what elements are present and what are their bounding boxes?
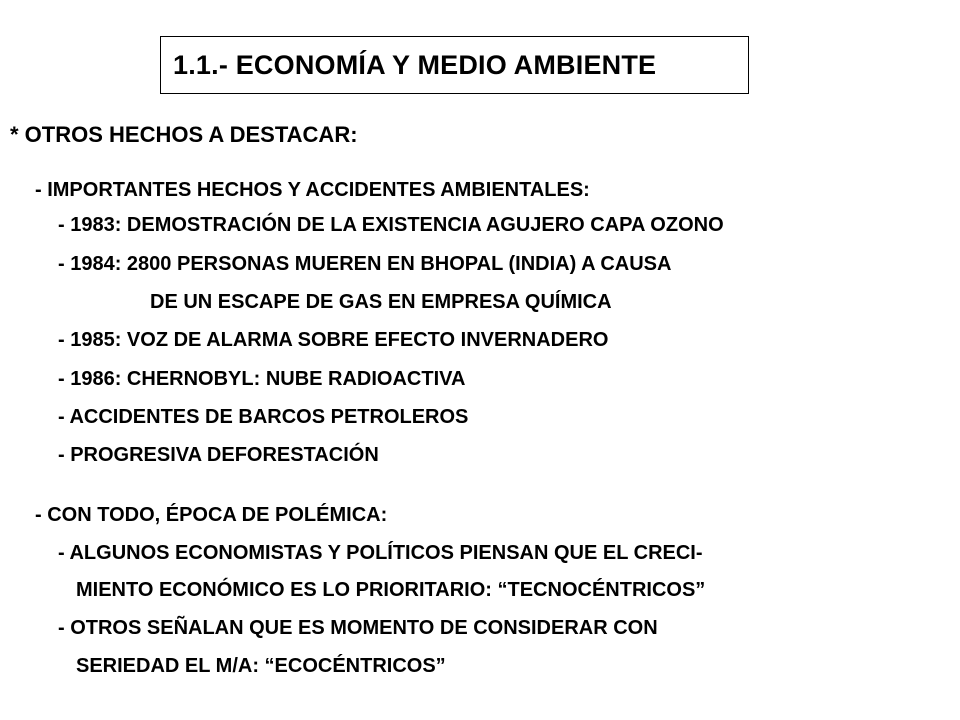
event-item-1986: - 1986: CHERNOBYL: NUBE RADIOACTIVA [58,368,466,390]
event-item-1984-continuation: DE UN ESCAPE DE GAS EN EMPRESA QUÍMICA [150,291,612,313]
debate-item-technocentric: - ALGUNOS ECONOMISTAS Y POLÍTICOS PIENSAN QUE EL CRECI- [58,542,703,564]
event-item-deforestation: - PROGRESIVA DEFORESTACIÓN [58,444,379,466]
debate-item-ecocentric: - OTROS SEÑALAN QUE ES MOMENTO DE CONSIDERAR CON [58,617,658,639]
event-item-1983: - 1983: DEMOSTRACIÓN DE LA EXISTENCIA AGUJERO CAPA OZONO [58,214,724,236]
group2-heading: - CON TODO, ÉPOCA DE POLÉMICA: [35,504,388,526]
debate-item-ecocentric-continuation: SERIEDAD EL M/A: “ECOCÉNTRICOS” [76,655,446,677]
event-item-1984: - 1984: 2800 PERSONAS MUEREN EN BHOPAL (INDIA) A CAUSA [58,253,672,275]
event-item-1985: - 1985: VOZ DE ALARMA SOBRE EFECTO INVERNADERO [58,329,609,351]
event-item-oil-tankers: - ACCIDENTES DE BARCOS PETROLEROS [58,406,469,428]
page-title: 1.1.- ECONOMÍA Y MEDIO AMBIENTE [173,50,657,80]
section-heading: * OTROS HECHOS A DESTACAR: [10,122,358,147]
title-box [160,36,749,94]
debate-item-technocentric-continuation: MIENTO ECONÓMICO ES LO PRIORITARIO: “TECNOCÉNTRICOS” [76,579,706,601]
group1-heading: - IMPORTANTES HECHOS Y ACCIDENTES AMBIENTALES: [35,179,590,201]
